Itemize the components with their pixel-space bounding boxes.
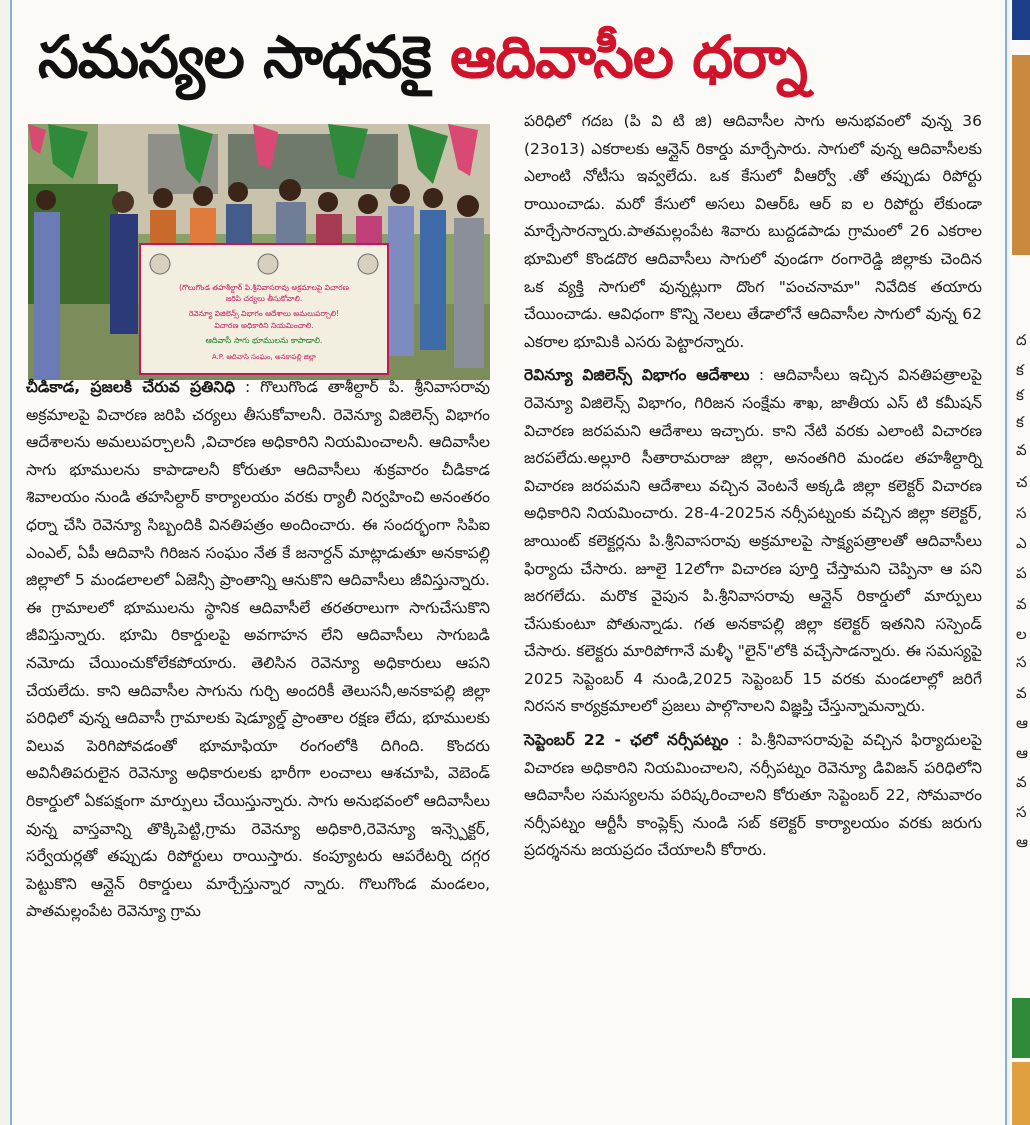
adjacent-text-fragment: స [1016, 803, 1027, 821]
right-paragraph-3 [524, 727, 982, 865]
protest-photo-graphic [28, 124, 490, 380]
adjacent-text-fragment: ఆ [1016, 744, 1028, 762]
adjacent-text-fragment: ఆ [1016, 714, 1028, 732]
protest-banner [140, 244, 388, 374]
adjacent-text-fragment: క [1016, 386, 1024, 404]
adjacent-text-fragment: ల [1016, 625, 1027, 643]
article-left-column [26, 374, 490, 926]
adjacent-article-strip [1010, 0, 1030, 1125]
left-body-text: : గొలుగొండ తాశీల్దార్ పి. శ్రీనివాసరావు అక్రమాలపై విచారణ జరిపి చర్యలు తీసుకోవాలనీ. రెవెన్యూ విజిలెన్స్ విభాగం ఆదేశాలను అమలుపర్చాలనీ ,విచారణ అధికారిని నియమించాలనీ. ఆదివాసీల సాగు భూములను కాపాడాలనీ కోరుతూ ఆదివాసీలు శుక్రవారం చీడికాడ శివాలయం నుండి తహసిల్దార్ కార్యాలయం వరకు ర్యాలీ నిర్వహించి అనంతరం ధర్నా చేసి రెవెన్యూ సిబ్బందికి వినతిపత్రం అందించారు. ఈ సందర్భంగా సిపిఐ ఎంఎల్, ఏపీ ఆదివాసి గిరిజన సంఘం నేత కే జనార్దన్ మాట్లాడుతూ అనకాపల్లి జిల్లాలో 5 మండలాలలో ఏజెన్సీ ప్రాంతాన్ని ఆనుకొని ఆదివాసీలు జీవిస్తున్నారు. ఈ గ్రామాలలో భూములను స్థానిక ఆదివాసీలే తరతరాలుగా సాగుచేసుకొని జీవిస్తున్నారు. భూమి రికార్డులపై అవగాహన లేని ఆదివాసీలు సాగుబడి నమోదు చేయించుకోలేకపోయారు. తెలిసిన రెవెన్యూ అధికారులు ఆపని చేయలేదు. కాని ఆదివాసీల సాగును గుర్చి అందరికీ తెలుసనీ,అనకాపల్లి జిల్లా పరిధిలో వున్న ఆదివాసీ గ్రామాలకు షెడ్యూల్డ్ ప్రాంతాల రక్షణ లేదు, భూములకు విలువ పెరిగిపోవడంతో భూమాఫియా రంగంలోకి దిగింది. కొందరు అవినీతిపరులైన రెవెన్యూ అధికారులకు భారీగా లంచాలు ఆశచూపి, వెబెండ్ రికార్డులో ఏకపక్షంగా మార్పులు చేయిస్తున్నారు. సాగు అనుభవంలో ఆదివాసీలు వున్న వాస్తవాన్ని తొక్కిపెట్టి,గ్రామ రెవెన్యూ అధికారి,రెవెన్యూ ఇన్స్పెక్టర్, సర్వేయర్లతో తప్పుడు రిపోర్టులు రాయిస్తారు. కంప్యూటరు ఆపరేటర్ని దగ్గర పెట్టుకొని ఆన్లైన్ రికార్డులు మార్చేస్తున్నార న్నారు. గొలుగొండ మండలం, పాతమల్లంపేట రెవెన్యూ గ్రామ [26, 378, 490, 921]
adjacent-text-fragment: ఆ [1016, 833, 1028, 851]
headline-part-2: ఆదివాసీల ధర్నా [449, 23, 807, 91]
adjacent-text-fragment: ఎ [1016, 534, 1027, 552]
dateline: చీడికాడ, ప్రజలకి చేరువ ప్రతినిధి [26, 378, 236, 396]
adjacent-text-fragment: వ [1016, 441, 1027, 459]
adjacent-photo-top [1012, 0, 1030, 40]
banner-line-1: (గొలుగొండ తహశీల్దార్ పి.శ్రీనివాసరావు అక్రమాలపై విచారణ [179, 283, 349, 292]
right-paragraph-2 [524, 362, 982, 721]
adjacent-text-fragment: వ [1016, 773, 1027, 791]
adjacent-text-fragment: వ [1016, 684, 1027, 702]
article-right-column [524, 108, 982, 865]
right-paragraph-1: పరిధిలో గదబ (పి వి టి జి) ఆదివాసీల సాగు అనుభవంలో వున్న 36 (23o13) ఎకరాలకు ఆన్లైన్ రికార్డు మార్చేసారు. సాగులో వున్న ఆదివాసీలకు ఎలాంటి నోటీసు ఇవ్వలేదు. ఒక కేసులో వీఆర్వో .తో తప్పుడు రిపోర్టు రాయించాడు. మరో కేసులో అసలు విఆర్ఓ ఆర్ ఐ ల రిపోర్టు లేకుండా మార్చేసారన్నారు.పాతమల్లంపేట శివారు బుద్దడపాడు గ్రామంలో 26 ఎకరాల భూమిలో కొండదొర ఆదివాసీలు సాగులో వుండగా రంగారెడ్డి జిల్లాకు చెందిన ఒక వ్యక్తి సాగులో వున్నట్లుగా దొంగ "పంచనామా" నివేదిక తయారు చేయించాడు. ఆవిధంగా కొన్ని నెలలు తేడాలోనే ఆదివాసీల సాగులో వున్న 62 ఎకరాల భూమికి ఎసరు పెట్టారన్నారు. [524, 112, 982, 351]
subhead-chalo: సెప్టెంబర్ 22 - ఛలో నర్సీపట్నం [524, 731, 729, 750]
left-column-rule [10, 0, 12, 1125]
headline-part-1: సమస్యల సాధనకై [38, 23, 450, 91]
adjacent-text-fragment: ప [1016, 564, 1027, 582]
banner-line-5: ఆదివాసీ సాగు భూములను కాపాడాలి. [205, 336, 323, 345]
protest-photo [28, 124, 490, 380]
adjacent-text-fragment: ద [1016, 331, 1027, 349]
adjacent-photo-bottom-2 [1012, 1062, 1030, 1125]
adjacent-photo-bottom [1012, 998, 1030, 1058]
adjacent-text-fragment: క [1016, 361, 1024, 379]
subhead-vigilance: రెవిన్యూ విజిలెన్స్ విభాగం ఆదేశాలు [524, 366, 750, 385]
adjacent-text-fragment: వ [1016, 595, 1027, 613]
banner-line-4: విచారణ అధికారిని నియమించాలి. [214, 321, 314, 330]
banner-line-3: రెవెన్యూ విజిలెన్స్ విభాగం ఆదేశాలు అమలుపర్చాలి! [188, 309, 340, 318]
article-left-paragraph [26, 374, 490, 926]
adjacent-photo [1012, 55, 1030, 255]
adjacent-text-fragment: స [1016, 653, 1027, 671]
banner-line-2: జరిపి చర్యలు తీసుకోవాలి. [225, 294, 303, 303]
adjacent-text-fragment: క [1016, 413, 1024, 431]
banner-line-6: A.P. ఆదివాసి సంఘం, అనకాపల్లి జిల్లా [211, 353, 317, 361]
adjacent-text-fragment: చ [1016, 473, 1028, 491]
right-paragraph-3-body: : పి.శ్రీనివాసరావుపై వచ్చిన ఫిర్యాదులపై విచారణ అధికారిని నియమించాలని, నర్సీపట్నం రెవెన్యూ డివిజన్ పరిధిలోని ఆదివాసీల సమస్యలను పరిష్కరించాలని కోరుతూ సెప్టెంబర్ 22, సోమవారం నర్సీపట్నం ఆర్టీసీ కాంప్లెక్స్ నుండి సబ్ కలెక్టర్ కార్యాలయం వరకు జరుగు ప్రదర్శనను జయప్రదం చేయాలనీ కోరారు. [524, 731, 982, 860]
right-paragraph-2-body: : ఆదివాసీలు ఇచ్చిన వినతిపత్రాలపై రెవెన్యూ విజిలెన్స్ విభాగం, గిరిజన సంక్షేమ శాఖ, జాతీయ ఎస్ టి కమీషన్ విచారణ జరపమని ఆదేశాలు ఇచ్చారు. కాని నేటి వరకు ఎలాంటి విచారణ జరపలేదు.అల్లూరి సీతారామరాజు జిల్లా, అనంతగిరి మండల తహశీల్దార్ని విచారణ జరపమని ఆదేశాలు వచ్చిన వెంటనే అక్కడి జిల్లా కలెక్టర్ విచారణ అధికారిని నియమించారు. 28-4-2025న నర్సీపట్నంకు వచ్చిన జిల్లా కలెక్టర్, జాయింట్ కలెక్టర్లను పి.శ్రీనివాసరావు అక్రమాలపై సాక్ష్యపత్రాలతో ఆదివాసీలు ఫిర్యాదు చేసారు. జూలై 12లోగా విచారణ పూర్తి చేస్తామని చెప్పినా ఆ పని జరగలేదు. మరొక వైపున పి.శ్రీనివాసరావు ఆన్లైన్ రికార్డులో మార్పులు చేసుకుంటూ పోతున్నాడు. గత అనకాపల్లి జిల్లా కలెక్టర్ ఇతనిని సస్పెండ్ చేసారు. కలెక్టరు మారిపోగానే మళ్ళీ "లైన్"లోకి వచ్చేసాడన్నారు. ఈ సమస్యపై 2025 సెప్టెంబర్ 4 నుండి,2025 సెప్టెంబర్ 15 వరకు మండలాల్లో జరిగే నిరసన కార్యక్రమాలలో ప్రజలు పాల్గొనాలని విజ్ఞప్తి చేస్తున్నామన్నారు. [524, 366, 983, 716]
adjacent-text-fragment: స [1016, 504, 1027, 522]
right-column-rule [1005, 0, 1007, 1125]
headline [38, 12, 998, 102]
